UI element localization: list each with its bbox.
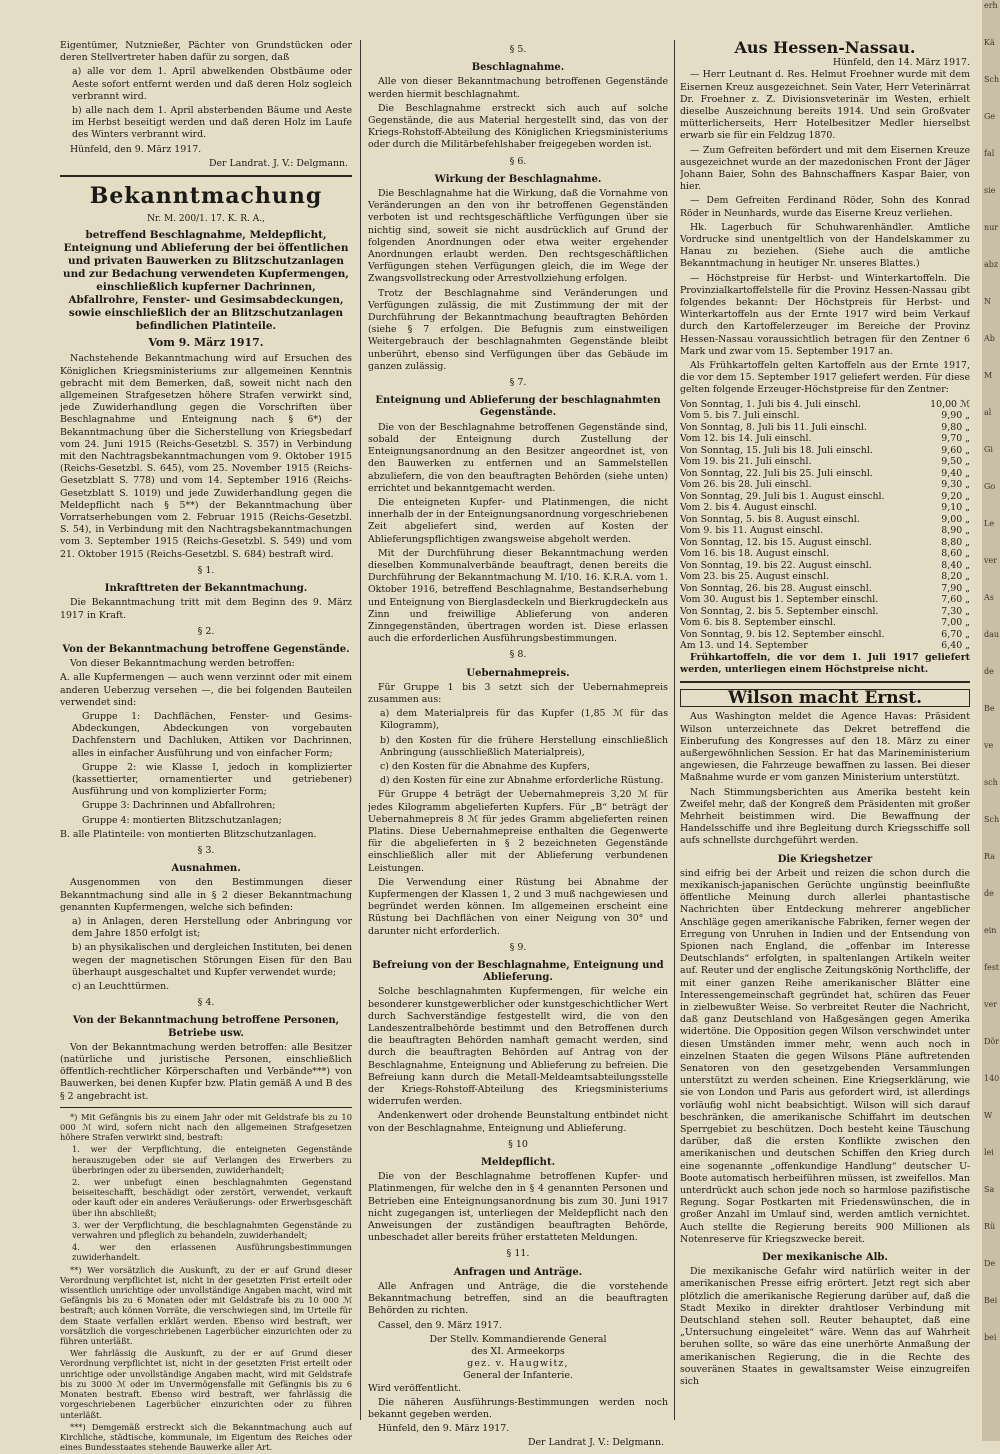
price-value: 9,70 „ <box>941 433 970 445</box>
price-value: 9,80 „ <box>941 421 970 433</box>
wilson-para-0: Aus Washington meldet die Agence Havas: Präsident Wilson unterzeichnete das Dekret betreffend die Einberufung des Kongresses auf den 18. März zu einer außergewöhnlichen Session. Er hat das Marineministerium angewiesen, die Fahrzeuge bewaffnen zu lassen. Bei dieser Maßnahme wurde er vom ganzen Ministerium unterstützt. <box>680 711 970 784</box>
price-value: 10,00 ℳ <box>930 398 970 410</box>
price-row <box>680 445 970 457</box>
c2-p7-text-2: Mit der Durchführung dieser Bekanntmachung werden dieselben Kommunalverbände beauftragt, denen bereits die Durchführung der Bekanntmachung M. I/10. 16. K.R.A. vom 1. Oktober 1916, betreffend Beschlagnahme, Bestandserhebung und Enteignung von Bierglasdeckeln und Bierkrugdeckeln aus Zinn und freiwillige Ablieferung von anderen Zinngegenständen, übertragen worden ist. Diese erlassen auch die erforderlichen Ausführungsbestimmungen. <box>368 547 668 645</box>
c1-p3-text-0: Ausgenommen von den Bestimmungen dieser Bekanntmachung sind alle in § 2 dieser Bekanntmachung genannten Kupfermengen, welche sich befinden: <box>60 877 352 913</box>
fragment-text: sch <box>984 778 998 787</box>
column-1 <box>60 40 352 1454</box>
price-period: Von Sonntag, 29. Juli bis 1. August einschl. <box>680 490 885 502</box>
price-period: Von Sonntag, 8. Juli bis 11. Juli einschl. <box>680 421 867 433</box>
c1-p2-text-2: Gruppe 1: Dachflächen, Fenster- und Gesims-Abdeckungen, Abdeckungen von vorgebauten Dachfenstern und Dachluken, Attiken vor Dachrinnen, alles in einfacher Ausführung und von einfacher Form; <box>72 710 352 759</box>
c2-p9-num: § 9. <box>509 941 527 953</box>
c2-after-1: Die näheren Ausführungs-Bestimmungen werden noch bekannt gegeben werden. <box>368 1396 668 1420</box>
price-value: 7,90 „ <box>941 582 970 594</box>
price-value: 6,70 „ <box>941 628 970 640</box>
notice-title: Bekanntmachung <box>89 183 323 210</box>
fragment-text: fal <box>984 149 995 158</box>
news-item-2: — Dem Gefreiten Ferdinand Röder, Sohn des Konrad Röder in Neunhards, wurde das Eiserne Kreuz verliehen. <box>680 195 970 219</box>
c2-sig-line-2: gez. v. Haugwitz, <box>467 1358 569 1370</box>
c2-p5-text-1: Die Beschlagnahme erstreckt sich auch auf solche Gegenstände, die aus Material hergestellt sind, das von der Kriegs-Rohstoff-Abteilung des Königlichen Kriegsministeriums oder durch die Militärbefehlshaber freigegeben worden ist. <box>368 102 668 151</box>
price-row <box>680 548 970 560</box>
fragment-text: Sch <box>984 815 1000 824</box>
price-row <box>680 571 970 583</box>
price-row <box>680 433 970 445</box>
footnote-7: ***) Demgemäß erstreckt sich die Bekanntmachung auch auf Kirchliche, städtische, kommunale, im Eigentum des Reiches oder eines Bundesstaates stehende Bauwerke aller Art. <box>60 1421 352 1453</box>
price-table <box>680 399 970 652</box>
c1-p1-head: Inkrafttreten der Bekanntmachung. <box>104 583 308 595</box>
fragment-text: sie <box>984 186 996 195</box>
c2-p7-head: Enteignung und Ablieferung der beschlagnahmten Gegenstände. <box>375 395 661 419</box>
price-period: Von Sonntag, 9. bis 12. September einschl. <box>680 628 885 640</box>
c1-p3-text-2: b) an physikalischen und dergleichen Instituten, bei denen wegen der magnetischen Störungen Eisen für den Bau überhaupt ausgeschaltet und Kupfer verwendet wurde; <box>72 942 352 978</box>
fragment-text: nur <box>984 223 999 232</box>
mexico-text: Die mexikanische Gefahr wird natürlich weiter in der amerikanischen Presse eifrig erörtert. Jetzt regt sich aber plötzlich die amerikanische Regierung darüber auf, daß die Stadt Mexiko in direkter drahtloser Verbindung mit Deutschland stehen soll. Reuter behauptet, daß eine „Untersuchung eingeleitet“ wäre. Wenn das auf Wahrheit beruhen sollte, so wäre das eine unerhörte Anmaßung der amerikanischen Regierung, die in die Rechte des souveränen Staates in gewaltsamster Weise einzugreifen sich <box>680 1266 970 1388</box>
price-row <box>680 617 970 629</box>
notice-ref: Nr. M. 200/1. 17. K. R. A., <box>147 214 265 225</box>
fragment-text: ve <box>984 741 994 750</box>
price-row <box>680 537 970 549</box>
c2-sig-line-1: des XI. Armeekorps <box>471 1345 565 1357</box>
c1-p3-text-1: a) in Anlagen, deren Herstellung oder Anbringung vor dem Jahre 1850 erfolgt ist; <box>72 915 352 940</box>
c2-p5-head: Beschlagnahme. <box>471 62 565 74</box>
fragment-text: al <box>984 408 992 417</box>
wilson-para-1: Nach Stimmungsberichten aus Amerika besteht kein Zweifel mehr, daß der Kongreß dem Präsidenten mit großer Mehrheit beistimmen wird. Die Bewaffnung der Handelsschiffe und ihre Begleitung durch Kriegsschiffe soll aufs schnellste durchgeführt werden. <box>680 786 970 847</box>
fragment-text: Dör <box>984 1037 1000 1046</box>
price-value: 9,20 „ <box>941 490 970 502</box>
price-value: 8,80 „ <box>941 536 970 548</box>
price-period: Vom 16. bis 18. August einschl. <box>680 548 830 560</box>
c1-p3-num: § 3. <box>197 844 215 856</box>
column-2 <box>368 40 668 1454</box>
c2-end-signature: Der Landrat J. V.: Delgmann. <box>527 1437 664 1449</box>
fragment-text: ver <box>984 1000 998 1009</box>
fragment-text: De <box>984 1259 996 1268</box>
price-value: 8,20 „ <box>941 571 970 583</box>
fragment-text: Be <box>984 704 995 713</box>
price-value: 9,50 „ <box>941 456 970 468</box>
c2-p6-head: Wirkung der Beschlagnahme. <box>434 173 602 185</box>
price-period: Von Sonntag, 5. bis 8. August einschl. <box>680 513 860 525</box>
fragment-text: Bei <box>984 1296 998 1305</box>
price-row <box>680 422 970 434</box>
price-row <box>680 479 970 491</box>
news-item-3: Hk. Lagerbuch für Schuhwarenhändler. Amtliche Vordrucke sind unentgeltlich von der Handelskammer zu Hanau zu beziehen. (Siehe auch die amtliche Bekanntmachung in heutiger Nr. unseres Blattes.) <box>680 221 970 270</box>
c2-p8-text-3: c) den Kosten für die Abnahme des Kupfers, <box>380 760 590 772</box>
price-row <box>680 560 970 572</box>
price-value: 9,10 „ <box>941 502 970 514</box>
c1-p1-num: § 1. <box>197 564 215 576</box>
fragment-text: 140 <box>984 1074 1000 1083</box>
price-period: Vom 9. bis 11. August einschl. <box>680 525 824 537</box>
price-value: 9,00 „ <box>941 513 970 525</box>
c1-p2-head: Von der Bekanntmachung betroffene Gegenstände. <box>62 643 350 655</box>
price-period: Von Sonntag, 1. Juli bis 4. Juli einschl. <box>680 398 861 410</box>
news-item-0: — Herr Leutnant d. Res. Helmut Froehner wurde mit dem Eisernen Kreuz ausgezeichnet. Sein Vater, Herr Veterinärrat Dr. Froehner z. Z. Divisionsveterinär im Westen, erhielt dieselbe Auszeichnung bereits 1914. Und sein Großvater mütterlicherseits, Herr Hotelbesitzer Medler hierselbst erwarb sie für ein Feldzug 1870. <box>680 69 970 142</box>
fragment-text: Ra <box>984 852 995 861</box>
price-value: 9,40 „ <box>941 467 970 479</box>
c1-top-para-2: b) alle nach dem 1. April absterbenden Bäume und Aeste im Herbst beseitigt werden und daß deren Holz im Laufe des Winters verbrannt wird. <box>72 105 352 141</box>
price-value: 6,40 „ <box>941 640 970 652</box>
price-period: Vom 23. bis 25. August einschl. <box>680 571 830 583</box>
footnote-0: *) Mit Gefängnis bis zu einem Jahr oder mit Geldstrafe bis zu 10 000 ℳ wird, sofern nicht nach den allgemeinen Strafgesetzen höhere Strafen verwirkt sind, bestraft: <box>60 1111 352 1143</box>
price-period: Vom 19. bis 21. Juli einschl. <box>680 456 812 468</box>
price-value: 7,60 „ <box>941 594 970 606</box>
price-row <box>680 514 970 526</box>
c2-p8-text-0: Für Gruppe 1 bis 3 setzt sich der Uebernahmepreis zusammen aus: <box>368 681 668 705</box>
c2-p8-head: Uebernahmepreis. <box>466 667 570 679</box>
fragment-text: Ge <box>984 112 996 121</box>
c1-p1-text: Die Bekanntmachung tritt mit dem Beginn des 9. März 1917 in Kraft. <box>60 597 352 621</box>
c1-p3-text-3: c) an Leuchttürmen. <box>72 980 170 992</box>
c2-p7-text-1: Die enteigneten Kupfer- und Platinmengen, die nicht innerhalb der in der Enteignungsanordnung vorgeschriebenen Zeit abgeliefert sind, werden auf Kosten der Ablieferungspflichtigen zwangsweise abgeholt werden. <box>368 496 668 545</box>
c3-rule <box>680 681 970 683</box>
price-period: Am 13. und 14. September <box>680 640 808 652</box>
price-row <box>680 629 970 641</box>
fragment-text: ver <box>984 556 998 565</box>
c2-p10-head: Meldepflicht. <box>480 1157 556 1169</box>
price-period: Vom 12. bis 14. Juli einschl. <box>680 433 812 445</box>
c2-p6-text-0: Die Beschlagnahme hat die Wirkung, daß die Vornahme von Veränderungen an den von ihr betroffenen Gegenständen verboten ist und rechtsgeschäftliche Verfügungen über sie nichtig sind, soweit sie nicht ausdrücklich auf Grund der folgenden Anordnungen oder etwa weiter ergehender Anordnungen erlaubt werden. Den rechtsgeschäftlichen Verfügungen stehen Verfügungen gleich, die im Wege der Zwangsvollstreckung oder Arrestvollziehung erfolgen. <box>368 188 668 285</box>
c1-p2-text-5: Gruppe 4: montierten Blitzschutzanlagen; <box>82 814 282 826</box>
footnotes <box>60 1112 352 1453</box>
price-period: Von Sonntag, 26. bis 28. August einschl. <box>680 582 872 594</box>
footnote-1: 1. wer der Verpflichtung, die enteigneten Gegenstände herauszugeben oder sie auf Verlangen des Erwerbers zu überbringen oder zu übersenden, zuwiderhandelt; <box>72 1144 352 1175</box>
news-item-4: — Höchstpreise für Herbst- und Winterkartoffeln. Die Provinzialkartoffelstelle für die Provinz Hessen-Nassau gibt folgendes bekannt: Der Höchstpreis für Herbst- und Winterkartoffeln aus der Ernte 1917 wird beim Verkauf durch den Kartoffelerzeuger im Bereiche der Provinz Hessen-Nassau voraussichtlich betragen für den Zentner 6 Mark und zwar vom 15. September 1917 an. <box>680 272 970 357</box>
price-period: Vom 26. bis 28. Juli einschl. <box>680 479 812 491</box>
c2-p9-head: Befreiung von der Beschlagnahme, Enteignung und Ablieferung. <box>372 960 664 984</box>
fragment-text: de <box>984 667 994 676</box>
price-period: Von Sonntag, 15. Juli bis 18. Juli einschl. <box>680 444 873 456</box>
price-value: 9,60 „ <box>941 444 970 456</box>
price-period: Vom 6. bis 8. September einschl. <box>680 617 836 629</box>
mexico-head: Der mexikanische Alb. <box>762 1252 888 1264</box>
c2-p11-text: Alle Anfragen und Anträge, die die vorstehende Bekanntmachung betreffen, sind an die beauftragten Behörden zu richten. <box>368 1280 668 1317</box>
price-period: Von Sonntag, 12. bis 15. August einschl. <box>680 536 872 548</box>
c2-p11-num: § 11. <box>506 1248 530 1260</box>
c2-p8-text-4: d) den Kosten für eine zur Abnahme erforderliche Rüstung. <box>380 775 664 787</box>
c2-sig-line-0: Der Stellv. Kommandierende General <box>429 1333 607 1345</box>
hetzer-text: sind eifrig bei der Arbeit und reizen die schon durch die mexikanisch-japanischen Gerüchte ungünstig beeinflußte öffentliche Meinung durch allerlei phantastische Nachrichten über Entdeckung mehrerer angeblicher Anschläge gegen amerikanische Fabriken, ferner wegen der Erregung von Unruhen in Indien und der Entsendung von Spionen nach England, die „offenbar im Interesse Deutschlands“ erfolgten, in spaltenlangen Artikeln weiter auf. Reuter und der englische Zeitungskönig Northcliffe, der mit einer ganzen Reihe amerikanischer Blätter eine Interessengemeinschaft gegründet hat, schüren das Feuer in zielbewußter Weise. So verbreitet Reuter die Nachricht, daß ganz Deutschland von Haßgesängen gegen Amerika widertöne. Die Opposition gegen Wilson verschwindet unter diesen Umständen immer mehr, wenn auch noch in einzelnen Staaten die gegen Wilsons Pläne auftretenden Senatoren von den gesetzgebenden Versammlungen unterstützt zu werden scheinen. Eine Kriegserklärung, wie sie von London und Paris aus gefordert wird, ist allerdings vorläufig wohl nicht beabsichtigt. Wilson will sich darauf beschränken, die amerikanische Schiffahrt im deutschen Sperrgebiet zu beschützen. Doch besteht keine Täuschung darüber, daß die ersten Konflikte zwischen den amerikanischen und deutschen Schiffen den Krieg durch eine sogenannte „offenkundige Handlung“ deutscher U-Boote automatisch herbeiführen müssen, ist zweifellos. Man unterdrückt auch schon jede noch so harmlose pazifistische Regung. Sogar Postkarten mit Friedenswünschen, die in großer Anzahl im Umlauf sind, werden amtlich vernichtet. Auch stellte die Regierung bereits 900 Millionen als Notenreserve für Kriegszwecke bereit. <box>680 867 970 1245</box>
c2-p8-text-5: Für Gruppe 4 beträgt der Uebernahmepreis 3,20 ℳ für jedes Kilogramm abgelieferten Kupfers. Für „B“ beträgt der Uebernahmepreis 8 ℳ für jedes Gramm abgelieferten reinen Platins. Diese Uebernahmepreise enthalten die Gegenwerte für die abgelieferten in § 2 bezeichneten Gegenstände einschließlich aller mit der Ablieferung verbundenen Leistungen. <box>368 789 668 874</box>
c2-p6-num: § 6. <box>509 155 527 167</box>
fragment-text: ein <box>984 926 997 935</box>
c1-footnote-rule <box>60 1107 352 1108</box>
c1-p2-text-4: Gruppe 3: Dachrinnen und Abfallrohren; <box>82 800 276 812</box>
c2-signature-block <box>368 1334 668 1383</box>
fragment-text: de <box>984 889 994 898</box>
news-item-5: Als Frühkartoffeln gelten Kartoffeln aus der Ernte 1917, die vor dem 15. September 1917 geliefert werden. Für diese gelten folgende Erzeuger-Höchstpreise für den Zentner: <box>680 360 970 396</box>
c2-p7-text-0: Die von der Beschlagnahme betroffenen Gegenstände sind, sobald der Enteignung durch Zustellung der Enteignungsanordnung an den Besitzer angeordnet ist, von den Bauwerken zu entfernen und an Sammelstellen abzuliefern, die von den beauftragten Behörden (siehe unten) errichtet und bekanntgemacht werden. <box>368 421 668 494</box>
fragment-text: Sch <box>984 75 1000 84</box>
c2-p9-text-0: Solche beschlagnahmten Kupfermengen, für welche ein besonderer kunstgewerblicher oder kunstgeschichtlicher Wert durch Sachverständige festgestellt wird, die von den Landeszentralbehörde bestimmt und den Betroffenen durch die beauftragten Behörden namhaft gemacht werden, sind durch die beauftragten Behörden auf Antrag von der Beschlagnahme, Enteignung und Ablieferung zu befreien. Die Befreiung kann durch die Metall-Meldeamtsabteilungsstelle der Kriegs-Rohstoff-Abteilung des Kriegsministeriums widerrufen werden. <box>368 986 668 1108</box>
price-row <box>680 502 970 514</box>
c1-top-para-1: a) alle vor dem 1. April abwelkenden Obstbäume oder Aeste sofort entfernt werden und daß deren Holz sogleich verbrannt wird. <box>72 66 352 102</box>
c2-p9-text-1: Andenkenwert oder drohende Beunstaltung entbindet nicht von der Beschlagnahme, Enteignung und Ablieferung. <box>368 1110 668 1134</box>
notice-lead: betreffend Beschlagnahme, Meldepflicht, Enteignung und Ablieferung der bei öffentlichen und privaten Bauwerken zu Blitzschutzanlagen und zur Bedachung verwendeten Kupfermengen, einschließlich kupferner Dachrinnen, Abfallrohre, Fenster- und Gesimsabdeckungen, sowie einschließlich der an Blitzschutzanlagen befindlichen Platinteile. <box>63 229 349 333</box>
price-value: 7,00 „ <box>941 617 970 629</box>
footnote-6: Wer fahrlässig die Auskunft, zu der er auf Grund dieser Verordnung verpflichtet ist, nicht in der gesetzten Frist erteilt oder unrichtige oder unvollständige Angaben macht, wird mit Geldstrafe bis zu 3000 ℳ oder im Unvermögensfalle mit Gefängnis bis zu 6 Monaten bestraft. Ebenso wird bestraft, wer fahrlässig die vorgeschriebenen Lagerbücher einzurichten oder zu führen unterläßt. <box>60 1348 352 1420</box>
fragment-text: bei <box>984 1333 997 1342</box>
fragment-text: W <box>984 1111 993 1120</box>
c1-p2-text-6: B. alle Platinteile: von montierten Blitzschutzanlagen. <box>60 828 317 840</box>
price-period: Von Sonntag, 2. bis 5. September einschl. <box>680 605 879 617</box>
c2-p6-text-1: Trotz der Beschlagnahme sind Veränderungen und Verfügungen zulässig, die mit Zustimmung der mit der Durchführung der Bekanntmachung beauftragten Behörden (siehe § 7 erfolgen. Die Befugnis zum einstweiligen Weitergebrauch der beschlagnahmten Gegenstände bleibt unberührt, ebenso sind Verfügungen über das Gebäude im ganzen zulässig. <box>368 287 668 372</box>
hetzer-head: Die Kriegshetzer <box>777 853 873 865</box>
price-value: 9,30 „ <box>941 479 970 491</box>
price-value: 8,60 „ <box>941 548 970 560</box>
fragment-text: Le <box>984 519 995 528</box>
column-rule-2 <box>674 40 675 1420</box>
c2-p10-num: § 10 <box>508 1138 528 1150</box>
wilson-title: Wilson macht Ernst. <box>680 689 970 707</box>
c1-p4-text: Von der Bekanntmachung werden betroffen: alle Besitzer (natürliche und juristische Personen, einschließlich öffentlich-rechtlicher Körperschaften und Verbände***) von Bauwerken, bei denen Kupfer bzw. Platin gemäß A und B des § 2 angebracht ist. <box>60 1041 352 1102</box>
c2-end-date: Hünfeld, den 9. März 1917. <box>378 1423 510 1435</box>
fragment-text: abz <box>984 260 999 269</box>
c2-place: Cassel, den 9. März 1917. <box>378 1319 502 1331</box>
c1-p4-num: § 4. <box>197 997 215 1009</box>
price-row <box>680 399 970 411</box>
footnote-3: 3. wer der Verpflichtung, die beschlagnahmten Gegenstände zu verwahren und pfleglich zu behandeln, zuwiderhandelt; <box>72 1219 352 1241</box>
fragment-text: Rü <box>984 1222 996 1231</box>
c2-p5-text-0: Alle von dieser Bekanntmachung betroffenen Gegenstände werden hiermit beschlagnahmt. <box>368 76 668 100</box>
price-period: Vom 5. bis 7. Juli einschl. <box>680 410 800 422</box>
column-3 <box>680 40 970 1390</box>
c2-p8-text-1: a) dem Materialpreis für das Kupfer (1,85 ℳ für das Kilogramm), <box>380 708 668 732</box>
prices-note: Frühkartoffeln, die vor dem 1. Juli 1917 geliefert werden, unterliegen einem Höchstpreise nicht. <box>680 651 970 675</box>
price-row <box>680 594 970 606</box>
c1-rule-1 <box>60 175 352 177</box>
fragment-text: As <box>984 593 994 602</box>
fragment-text: Ab <box>984 334 995 343</box>
fragment-text: Go <box>984 482 996 491</box>
price-row <box>680 491 970 503</box>
news-item-1: — Zum Gefreiten befördert und mit dem Eisernen Kreuze ausgezeichnet wurde an der mazedonischen Front der Jäger Johann Baier, Sohn des Bahnschaffners Kaspar Baier, von hier. <box>680 144 970 193</box>
price-period: Von Sonntag, 22. Juli bis 25. Juli einschl. <box>680 467 873 479</box>
c2-p7-num: § 7. <box>509 377 527 389</box>
c2-p10-text: Die von der Beschlagnahme betroffenen Kupfer- und Platinmengen, für welche den in § 4 genannten Personen und Betrieben eine Enteignungsanordnung bis zum 30. Juni 1917 nicht zugegangen ist, unterliegen der Meldepflicht nach den Anweisungen der zuständigen beauftragten Behörde, unbeschadet aller bereits früher erstatteten Meldungen. <box>368 1171 668 1244</box>
column-4-fragment <box>982 0 1000 1441</box>
c2-sig-line-3: General der Infanterie. <box>463 1370 573 1382</box>
price-value: 9,90 „ <box>941 410 970 422</box>
fragment-text: lei <box>984 1148 994 1157</box>
price-value: 8,40 „ <box>941 559 970 571</box>
c2-p11-head: Anfragen und Anträge. <box>453 1266 583 1278</box>
price-row <box>680 456 970 468</box>
price-row <box>680 606 970 618</box>
price-value: 8,90 „ <box>941 525 970 537</box>
fragment-text: Gi <box>984 445 993 454</box>
c1-p2-text-3: Gruppe 2: wie Klasse I, jedoch in komplizierter (kassettierter, ornamentierter und getriebener) Ausführung und von komplizierter Form; <box>72 761 352 798</box>
notice-date: Vom 9. März 1917. <box>148 336 264 350</box>
price-row <box>680 525 970 537</box>
fragment-text: dau <box>984 630 1000 639</box>
footnote-2: 2. wer unbefugt einen beschlagnahmten Gegenstand beiseiteschafft, beschädigt oder zerstört, verwendet, verkauft oder kauft oder ein anderes Veräußerungs- oder Erwerbsgeschäft über ihn abschließt; <box>72 1177 352 1218</box>
fragment-text: fest <box>984 963 1000 972</box>
column-rule-1 <box>360 40 361 1420</box>
regional-section-title: Aus Hessen-Nassau. <box>734 40 916 57</box>
fragment-text: N <box>984 297 991 306</box>
c1-p2-text-0: Von dieser Bekanntmachung werden betroffen: <box>70 658 295 670</box>
fragment-text: Kä <box>984 38 995 47</box>
c2-p5-num: § 5. <box>509 44 527 55</box>
regional-dateline: Hünfeld, den 14. März 1917. <box>832 57 970 69</box>
price-row <box>680 640 970 652</box>
c2-p8-num: § 8. <box>509 649 527 661</box>
c1-top-signature: Der Landrat. J. V.: Delgmann. <box>208 157 348 169</box>
c2-after-0: Wird veröffentlicht. <box>368 1382 461 1394</box>
price-row <box>680 583 970 595</box>
price-row <box>680 410 970 422</box>
c1-p2-text-1: A. alle Kupfermengen — auch wenn verzinnt oder mit einem anderen Ueberzug versehen —, die bei folgenden Bauteilen verwendet sind: <box>60 672 352 708</box>
price-period: Von Sonntag, 19. bis 22. August einschl. <box>680 559 872 571</box>
notice-intro: Nachstehende Bekanntmachung wird auf Ersuchen des Königlichen Kriegsministeriums zur allgemeinen Kenntnis gebracht mit dem Bemerken, daß, soweit nicht nach den allgemeinen Strafgesetzen höhere Strafen verwirkt sind, jede Zuwiderhandlung gegen die Vorschriften über Beschlagnahme und Enteignung nach § 6*) der Bekanntmachung über die Sicherstellung von Kriegsbedarf vom 24. Juni 1915 (Reichs-Gesetzbl. S. 357) in Verbindung mit den Nachtragsbekanntmachungen vom 9. Oktober 1915 (Reichs-Gesetzbl. S. 645), vom 25. November 1915 (Reichs-Gesetzblatt S. 778) und vom 14. September 1916 (Reichs-Gesetzblatt S. 1019) und jede Zuwiderhandlung gegen die Meldepflicht nach § 5**) der Bekanntmachung über Vorratserhebungen vom 2. Februar 1915 (Reichs-Gesetzbl. S. 54), in Verbindung mit den Nachtragsbekanntmachungen vom 3. September 1915 (Reichs-Gesetzbl. S. 549) und vom 21. Oktober 1915 (Reichs-Gesetzbl. S. 684) bestraft wird. <box>60 353 352 560</box>
c1-top-date: Hünfeld, den 9. März 1917. <box>70 143 202 155</box>
fragment-text: Sa <box>984 1185 995 1194</box>
price-value: 7,30 „ <box>941 605 970 617</box>
fragment-text: M <box>984 371 993 380</box>
c1-p3-head: Ausnahmen. <box>171 863 241 875</box>
c1-p2-num: § 2. <box>197 625 215 637</box>
price-row <box>680 468 970 480</box>
footnote-4: 4. wer den erlassenen Ausführungsbestimmungen zuwiderhandelt. <box>72 1242 352 1263</box>
c2-p8-text-2: b) den Kosten für die frühere Herstellung einschließlich Anbringung (ausschließlich Materialpreis), <box>380 734 668 758</box>
c1-p4-head: Von der Bekanntmachung betroffene Personen, Betriebe usw. <box>72 1015 340 1039</box>
footnote-5: **) Wer vorsätzlich die Auskunft, zu der er auf Grund dieser Verordnung verpflichtet ist, nicht in der gesetzten Frist erteilt oder wissentlich unrichtige oder unvollständige Angaben macht, wird mit Gefängnis bis zu 6 Monaten oder mit Geldstrafe bis zu 10 000 ℳ bestraft; auch können Vorräte, die verschwiegen sind, im Urteile für dem Staate verfallen erklärt werden. Ebenso wird bestraft, wer vorsätzlich die vorgeschriebenen Lagerbücher einzurichten oder zu führen unterläßt. <box>60 1264 352 1347</box>
price-period: Vom 2. bis 4. August einschl. <box>680 502 818 514</box>
c2-p8-text-6: Die Verwendung einer Rüstung bei Abnahme der Kupfermengen der Klassen 1, 2 und 3 muß nachgewiesen und begründet werden können. Im allgemeinen erscheint eine Rüstung bei Dachflächen von einer Neigung von 30° und darunter nicht erforderlich. <box>368 876 668 937</box>
fragment-text: erh <box>984 1 998 10</box>
c1-top-para-0: Eigentümer, Nutznießer, Pächter von Grundstücken oder deren Stellvertreter haben dafür zu sorgen, daß <box>60 40 352 64</box>
price-period: Vom 30. August bis 1. September einschl. <box>680 594 879 606</box>
